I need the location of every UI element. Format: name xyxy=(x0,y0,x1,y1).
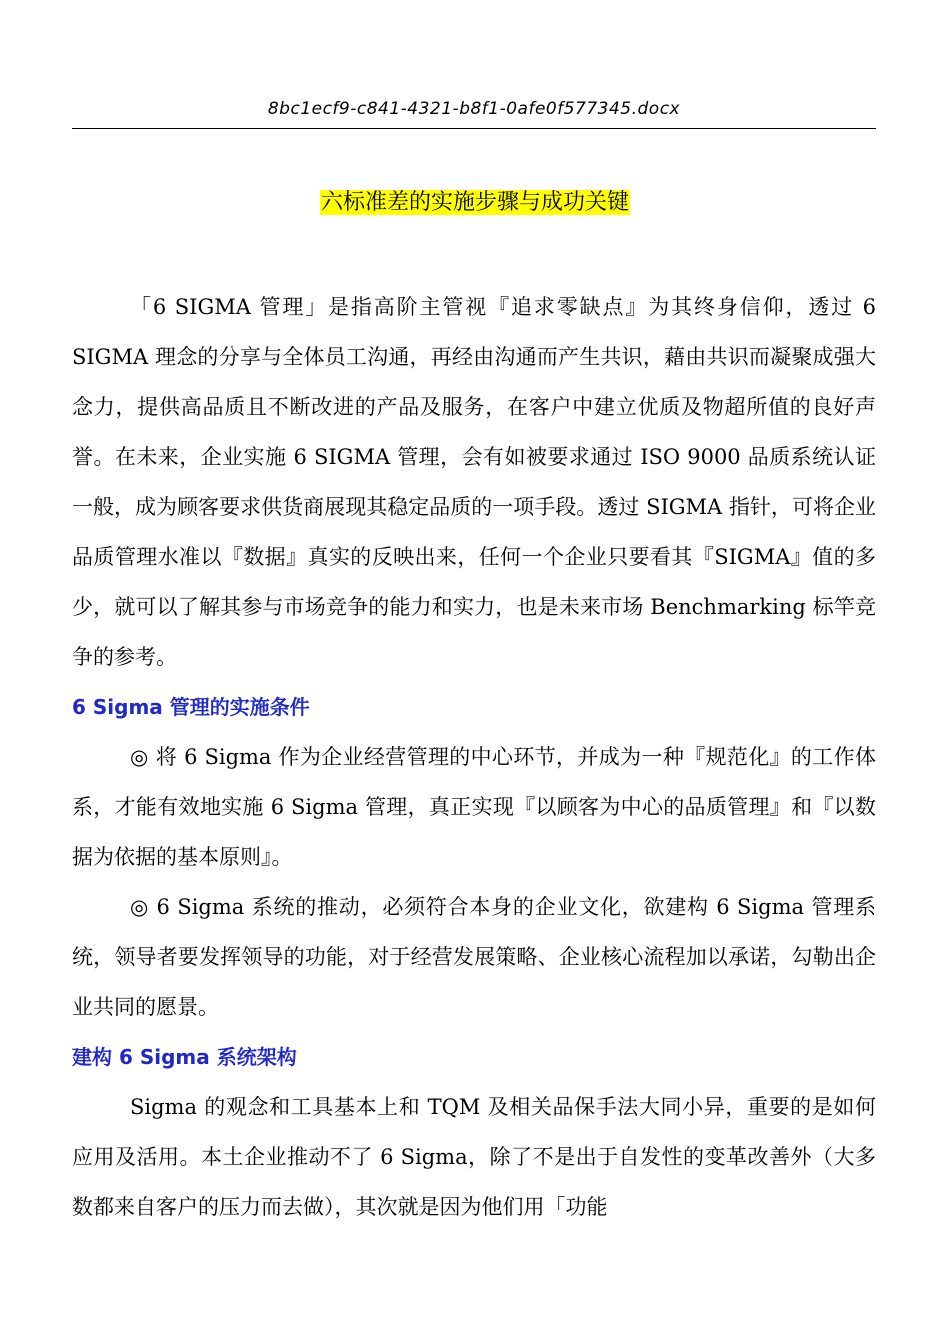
document-body xyxy=(72,282,876,1232)
paragraph-condition-2: ◎ 6 Sigma 系统的推动，必须符合本身的企业文化，欲建构 6 Sigma 管理系统，领导者要发挥领导的功能，对于经营发展策略、企业核心流程加以承诺，勾勒出企业共同的愿景。 xyxy=(72,895,876,1019)
document-title-text: 六标准差的实施步骤与成功关键 xyxy=(320,190,629,215)
page-header xyxy=(72,96,876,129)
header-filename: 8bc1ecf9-c841-4321-b8f1-0afe0f577345.docx xyxy=(267,99,681,119)
document-title xyxy=(0,186,950,220)
heading-system-architecture: 建构 6 Sigma 系统架构 xyxy=(72,1045,297,1069)
paragraph-architecture-1: Sigma 的观念和工具基本上和 TQM 及相关品保手法大同小异，重要的是如何应用及活用。本土企业推动不了 6 Sigma，除了不是出于自发性的变革改善外（大多数都来自客户的压力而去做），其次就是因为他们用「功能 xyxy=(72,1095,876,1219)
heading-implementation-conditions: 6 Sigma 管理的实施条件 xyxy=(72,695,310,719)
paragraph-intro: 「6 SIGMA 管理」是指高阶主管视『追求零缺点』为其终身信仰，透过 6 SIGMA 理念的分享与全体员工沟通，再经由沟通而产生共识，藉由共识而凝聚成强大念力，提供高品质且不断改进的产品及服务，在客户中建立优质及物超所值的良好声誉。在未来，企业实施 6 SIGMA 管理，会有如被要求通过 ISO 9000 品质系统认证一般，成为顾客要求供货商展现其稳定品质的一项手段。透过 SIGMA 指针，可将企业品质管理水准以『数据』真实的反映出来，任何一个企业只要看其『SIGMA』值的多少，就可以了解其参与市场竞争的能力和实力，也是未来市场 Benchmarking 标竿竞争的参考。 xyxy=(72,295,876,669)
paragraph-condition-1: ◎ 将 6 Sigma 作为企业经营管理的中心环节，并成为一种『规范化』的工作体系，才能有效地实施 6 Sigma 管理，真正实现『以顾客为中心的品质管理』和『以数据为依据的基本原则』。 xyxy=(72,745,876,869)
